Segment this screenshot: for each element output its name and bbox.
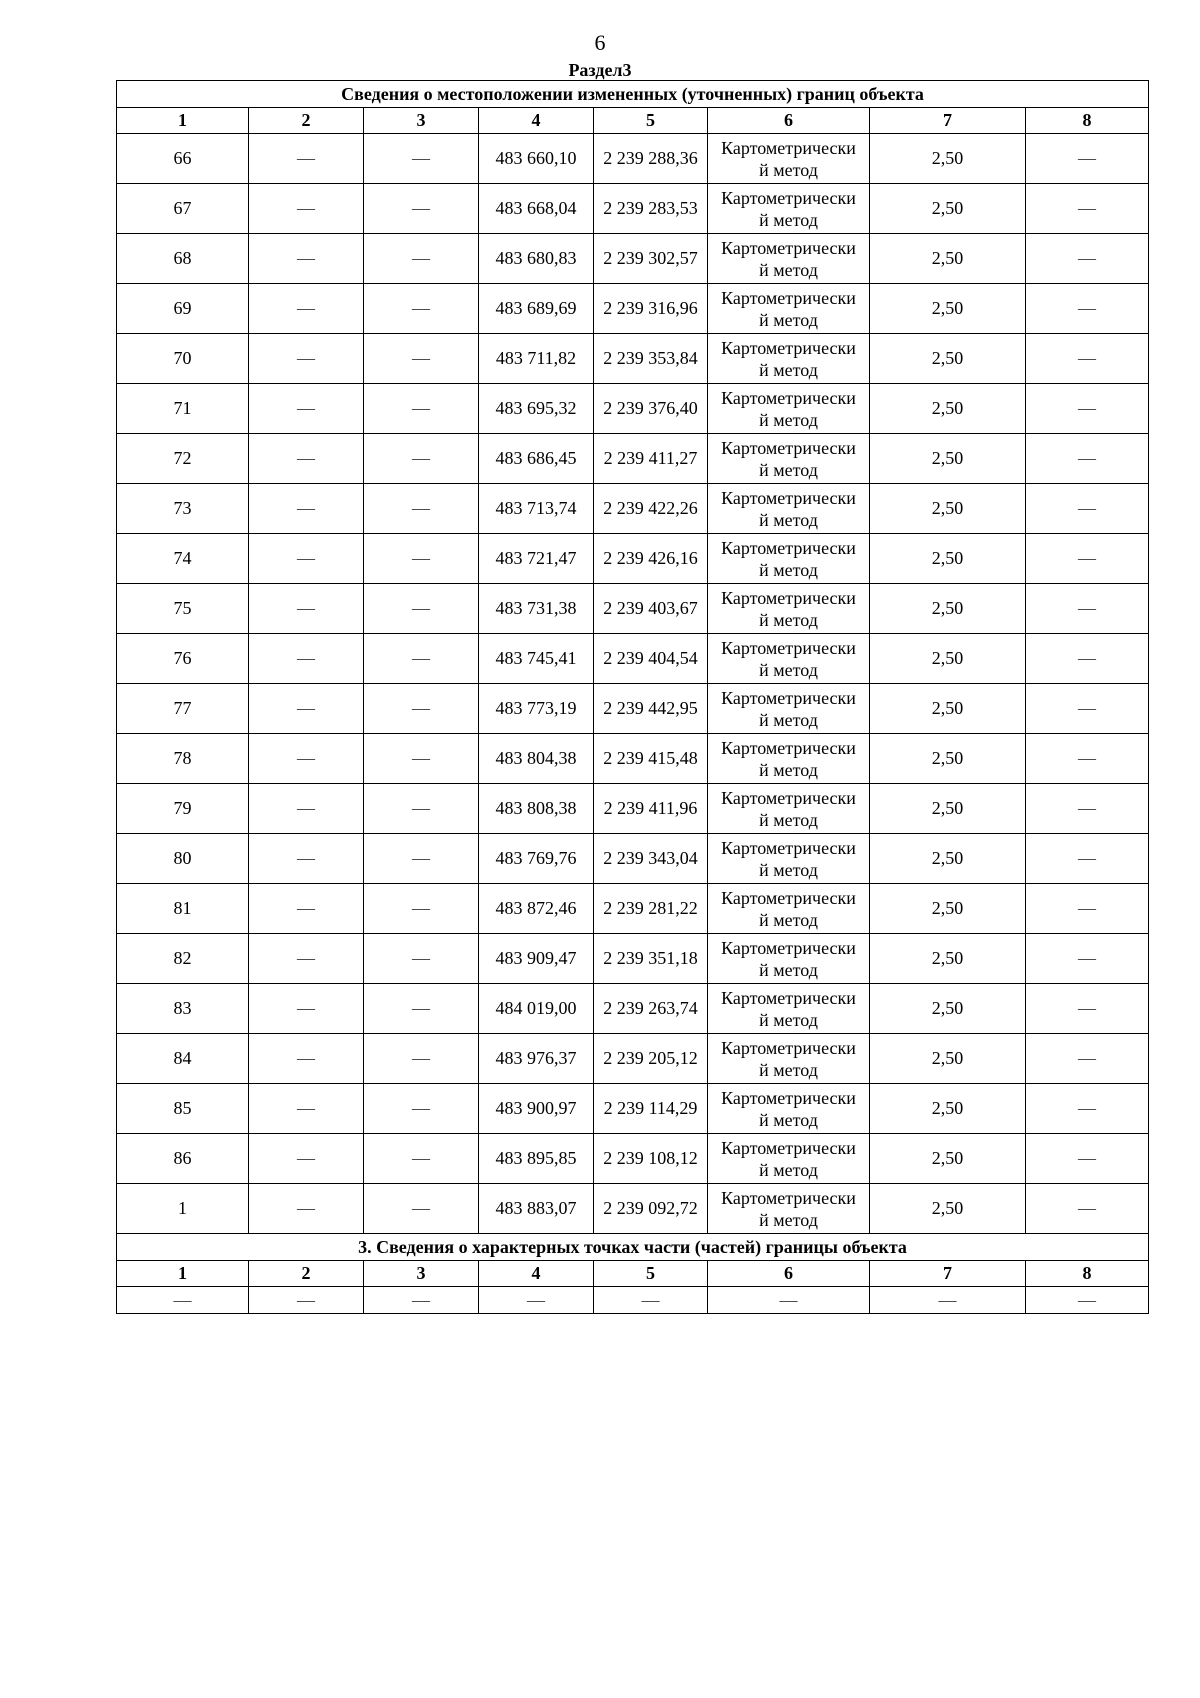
- table-cell: —: [1026, 784, 1149, 834]
- table-cell: —: [1026, 934, 1149, 984]
- table-cell: 483 976,37: [479, 1034, 594, 1084]
- section-title: Раздел3: [568, 60, 632, 80]
- table-row: [117, 534, 1149, 584]
- table-cell: —: [364, 834, 479, 884]
- table-cell: —: [249, 834, 364, 884]
- table2-caption-row: [117, 1234, 1149, 1261]
- table-cell: 483 745,41: [479, 634, 594, 684]
- table-row: [117, 684, 1149, 734]
- table-cell: —: [249, 984, 364, 1034]
- table-cell: 82: [117, 934, 249, 984]
- method-cell: Картометрически й метод: [708, 834, 870, 884]
- column-header: 6: [708, 108, 870, 134]
- column-header: 8: [1026, 1261, 1149, 1287]
- table-cell: 2,50: [870, 834, 1026, 884]
- table-cell: —: [364, 684, 479, 734]
- table-cell: —: [364, 534, 479, 584]
- table-cell: —: [1026, 534, 1149, 584]
- table-cell: 80: [117, 834, 249, 884]
- table-row: [117, 1184, 1149, 1234]
- table-cell: 75: [117, 584, 249, 634]
- table-row: [117, 1084, 1149, 1134]
- table-cell: 66: [117, 134, 249, 184]
- method-cell: Картометрически й метод: [708, 684, 870, 734]
- method-cell: Картометрически й метод: [708, 734, 870, 784]
- table-row: [117, 1134, 1149, 1184]
- column-header: 5: [594, 1261, 708, 1287]
- table-cell: —: [594, 1287, 708, 1314]
- table-cell: 2,50: [870, 184, 1026, 234]
- table-caption: 3. Сведения о характерных точках части (частей) границы объекта: [117, 1234, 1149, 1261]
- table-cell: —: [1026, 1084, 1149, 1134]
- table-cell: 2,50: [870, 1134, 1026, 1184]
- method-cell: Картометрически й метод: [708, 934, 870, 984]
- table-row: [117, 234, 1149, 284]
- table-cell: —: [249, 284, 364, 334]
- table-cell: 2,50: [870, 334, 1026, 384]
- table-cell: 2,50: [870, 734, 1026, 784]
- table-cell: 2,50: [870, 384, 1026, 434]
- method-cell: Картометрически й метод: [708, 384, 870, 434]
- method-cell: Картометрически й метод: [708, 1034, 870, 1084]
- table-row: [117, 1034, 1149, 1084]
- column-header: 5: [594, 108, 708, 134]
- table1-caption-row: [117, 81, 1149, 108]
- table-cell: —: [249, 584, 364, 634]
- method-cell: Картометрически й метод: [708, 984, 870, 1034]
- table-row: [117, 784, 1149, 834]
- table-cell: —: [1026, 384, 1149, 434]
- table-cell: 83: [117, 984, 249, 1034]
- table-cell: 67: [117, 184, 249, 234]
- table-cell: —: [117, 1287, 249, 1314]
- table-cell: 483 695,32: [479, 384, 594, 434]
- table-cell: —: [1026, 634, 1149, 684]
- table-cell: —: [364, 934, 479, 984]
- table-cell: —: [249, 134, 364, 184]
- table-cell: —: [249, 734, 364, 784]
- table-cell: 71: [117, 384, 249, 434]
- table-cell: 2 239 108,12: [594, 1134, 708, 1184]
- column-header: 6: [708, 1261, 870, 1287]
- table-cell: 78: [117, 734, 249, 784]
- table-cell: —: [1026, 484, 1149, 534]
- table-cell: 76: [117, 634, 249, 684]
- table-row: [117, 634, 1149, 684]
- table-cell: 2,50: [870, 884, 1026, 934]
- table-cell: —: [364, 284, 479, 334]
- table-cell: —: [364, 384, 479, 434]
- table-row: [117, 484, 1149, 534]
- method-cell: Картометрически й метод: [708, 184, 870, 234]
- method-cell: Картометрически й метод: [708, 484, 870, 534]
- method-cell: Картометрически й метод: [708, 784, 870, 834]
- column-header: 1: [117, 1261, 249, 1287]
- table-cell: 483 721,47: [479, 534, 594, 584]
- table-cell: —: [364, 1184, 479, 1234]
- column-header: 3: [364, 108, 479, 134]
- table-cell: 2,50: [870, 484, 1026, 534]
- table-cell: 483 713,74: [479, 484, 594, 534]
- method-cell: Картометрически й метод: [708, 634, 870, 684]
- table-cell: —: [364, 184, 479, 234]
- table-cell: —: [1026, 434, 1149, 484]
- table-cell: 86: [117, 1134, 249, 1184]
- method-cell: Картометрически й метод: [708, 234, 870, 284]
- table-cell: 2 239 376,40: [594, 384, 708, 434]
- table-cell: —: [364, 784, 479, 834]
- table-cell: 483 689,69: [479, 284, 594, 334]
- method-cell: —: [708, 1287, 870, 1314]
- table-cell: 2 239 263,74: [594, 984, 708, 1034]
- table-cell: 483 711,82: [479, 334, 594, 384]
- table-cell: 484 019,00: [479, 984, 594, 1034]
- table-cell: —: [1026, 684, 1149, 734]
- table-cell: 2,50: [870, 984, 1026, 1034]
- table-cell: 483 808,38: [479, 784, 594, 834]
- table-row: [117, 934, 1149, 984]
- table-cell: 73: [117, 484, 249, 534]
- table-cell: 483 804,38: [479, 734, 594, 784]
- method-cell: Картометрически й метод: [708, 1184, 870, 1234]
- table-cell: —: [249, 334, 364, 384]
- table-cell: —: [364, 234, 479, 284]
- table-cell: 2 239 343,04: [594, 834, 708, 884]
- table-cell: 68: [117, 234, 249, 284]
- table-cell: —: [364, 1287, 479, 1314]
- table-cell: 2,50: [870, 1184, 1026, 1234]
- table-row: [117, 334, 1149, 384]
- method-cell: Картометрически й метод: [708, 284, 870, 334]
- table-cell: 84: [117, 1034, 249, 1084]
- table-row: [117, 284, 1149, 334]
- table-cell: 81: [117, 884, 249, 934]
- table-cell: —: [249, 1084, 364, 1134]
- table-cell: 2 239 302,57: [594, 234, 708, 284]
- table-cell: —: [1026, 1287, 1149, 1314]
- table-cell: —: [1026, 584, 1149, 634]
- table-cell: —: [364, 134, 479, 184]
- method-cell: Картометрически й метод: [708, 584, 870, 634]
- table-cell: 2 239 422,26: [594, 484, 708, 534]
- table-cell: 2 239 353,84: [594, 334, 708, 384]
- table-cell: —: [249, 434, 364, 484]
- table-cell: 2 239 316,96: [594, 284, 708, 334]
- table-cell: 483 668,04: [479, 184, 594, 234]
- table-cell: 2,50: [870, 534, 1026, 584]
- table-cell: 2 239 403,67: [594, 584, 708, 634]
- column-header: 4: [479, 1261, 594, 1287]
- method-cell: Картометрически й метод: [708, 434, 870, 484]
- table-cell: 2 239 288,36: [594, 134, 708, 184]
- table-cell: 483 686,45: [479, 434, 594, 484]
- table-cell: 2 239 426,16: [594, 534, 708, 584]
- table-cell: 72: [117, 434, 249, 484]
- table-cell: 2 239 092,72: [594, 1184, 708, 1234]
- table-cell: —: [249, 184, 364, 234]
- column-header: 7: [870, 108, 1026, 134]
- table-cell: —: [364, 484, 479, 534]
- table-cell: 483 895,85: [479, 1134, 594, 1184]
- method-cell: Картометрически й метод: [708, 1134, 870, 1184]
- method-cell: Картометрически й метод: [708, 1084, 870, 1134]
- table-cell: —: [364, 434, 479, 484]
- table-cell: 2,50: [870, 234, 1026, 284]
- table-cell: —: [1026, 234, 1149, 284]
- table-cell: —: [364, 1134, 479, 1184]
- table-cell: —: [249, 884, 364, 934]
- table-cell: —: [1026, 184, 1149, 234]
- table-cell: 2 239 442,95: [594, 684, 708, 734]
- table-row: [117, 834, 1149, 884]
- table-cell: 2,50: [870, 284, 1026, 334]
- table-row: [117, 434, 1149, 484]
- table-cell: —: [249, 934, 364, 984]
- table-cell: 2 239 205,12: [594, 1034, 708, 1084]
- table-cell: 483 680,83: [479, 234, 594, 284]
- column-header: 1: [117, 108, 249, 134]
- table-cell: 2 239 283,53: [594, 184, 708, 234]
- table-cell: —: [249, 1287, 364, 1314]
- table-cell: 2,50: [870, 134, 1026, 184]
- table-cell: —: [479, 1287, 594, 1314]
- table-cell: —: [364, 734, 479, 784]
- column-header: 4: [479, 108, 594, 134]
- table-cell: 2 239 114,29: [594, 1084, 708, 1134]
- table-cell: —: [1026, 884, 1149, 934]
- table-cell: —: [249, 634, 364, 684]
- table-cell: 2,50: [870, 684, 1026, 734]
- table-cell: —: [249, 1034, 364, 1084]
- method-cell: Картометрически й метод: [708, 334, 870, 384]
- table-cell: —: [364, 334, 479, 384]
- table-row: [117, 134, 1149, 184]
- table-row: [117, 1287, 1149, 1314]
- table-cell: 483 900,97: [479, 1084, 594, 1134]
- table-body: [117, 81, 1149, 1314]
- table-row: [117, 734, 1149, 784]
- table-cell: 2,50: [870, 584, 1026, 634]
- table-cell: 2,50: [870, 434, 1026, 484]
- table-cell: —: [249, 484, 364, 534]
- table-cell: —: [1026, 984, 1149, 1034]
- table-cell: 1: [117, 1184, 249, 1234]
- method-cell: Картометрически й метод: [708, 884, 870, 934]
- table-cell: 77: [117, 684, 249, 734]
- table-cell: 69: [117, 284, 249, 334]
- table-cell: 2 239 281,22: [594, 884, 708, 934]
- table-cell: —: [1026, 1034, 1149, 1084]
- column-header: 7: [870, 1261, 1026, 1287]
- table-cell: —: [249, 1184, 364, 1234]
- table-cell: —: [364, 634, 479, 684]
- table-caption: Сведения о местоположении измененных (уточненных) границ объекта: [117, 81, 1149, 108]
- table-row: [117, 584, 1149, 634]
- table-cell: —: [1026, 1184, 1149, 1234]
- table-cell: 2,50: [870, 784, 1026, 834]
- column-header: 3: [364, 1261, 479, 1287]
- table-cell: —: [364, 1084, 479, 1134]
- table-cell: 483 872,46: [479, 884, 594, 934]
- table-cell: —: [1026, 734, 1149, 784]
- table-cell: 483 731,38: [479, 584, 594, 634]
- table-cell: —: [364, 884, 479, 934]
- method-cell: Картометрически й метод: [708, 134, 870, 184]
- header-row: [117, 108, 1149, 134]
- coordinates-table: [116, 80, 1149, 1314]
- table-row: [117, 984, 1149, 1034]
- table-cell: —: [249, 684, 364, 734]
- table-cell: 483 769,76: [479, 834, 594, 884]
- table-cell: —: [364, 584, 479, 634]
- table-cell: 2 239 411,27: [594, 434, 708, 484]
- table-cell: —: [1026, 134, 1149, 184]
- page-number: 6: [594, 30, 606, 55]
- table-cell: 2 239 404,54: [594, 634, 708, 684]
- method-cell: Картометрически й метод: [708, 534, 870, 584]
- table-cell: 2 239 351,18: [594, 934, 708, 984]
- table-cell: —: [870, 1287, 1026, 1314]
- table-cell: —: [1026, 1134, 1149, 1184]
- table-cell: 483 883,07: [479, 1184, 594, 1234]
- table-cell: —: [364, 1034, 479, 1084]
- table-cell: —: [1026, 334, 1149, 384]
- table-cell: —: [249, 384, 364, 434]
- table-cell: 483 773,19: [479, 684, 594, 734]
- column-header: 8: [1026, 108, 1149, 134]
- table-cell: 85: [117, 1084, 249, 1134]
- table-cell: 74: [117, 534, 249, 584]
- column-header: 2: [249, 108, 364, 134]
- table-cell: 483 909,47: [479, 934, 594, 984]
- table-cell: 2,50: [870, 1034, 1026, 1084]
- table-cell: 2,50: [870, 934, 1026, 984]
- table-cell: —: [249, 234, 364, 284]
- table-cell: —: [249, 534, 364, 584]
- header-row: [117, 1261, 1149, 1287]
- table-cell: —: [1026, 284, 1149, 334]
- table-row: [117, 384, 1149, 434]
- table-cell: —: [249, 784, 364, 834]
- column-header: 2: [249, 1261, 364, 1287]
- table-cell: 2 239 411,96: [594, 784, 708, 834]
- table-cell: 2 239 415,48: [594, 734, 708, 784]
- table-cell: 483 660,10: [479, 134, 594, 184]
- table-row: [117, 184, 1149, 234]
- table-row: [117, 884, 1149, 934]
- table-cell: 70: [117, 334, 249, 384]
- table-cell: 2,50: [870, 634, 1026, 684]
- table-cell: —: [249, 1134, 364, 1184]
- table-cell: —: [1026, 834, 1149, 884]
- table-cell: 2,50: [870, 1084, 1026, 1134]
- table-cell: —: [364, 984, 479, 1034]
- table-cell: 79: [117, 784, 249, 834]
